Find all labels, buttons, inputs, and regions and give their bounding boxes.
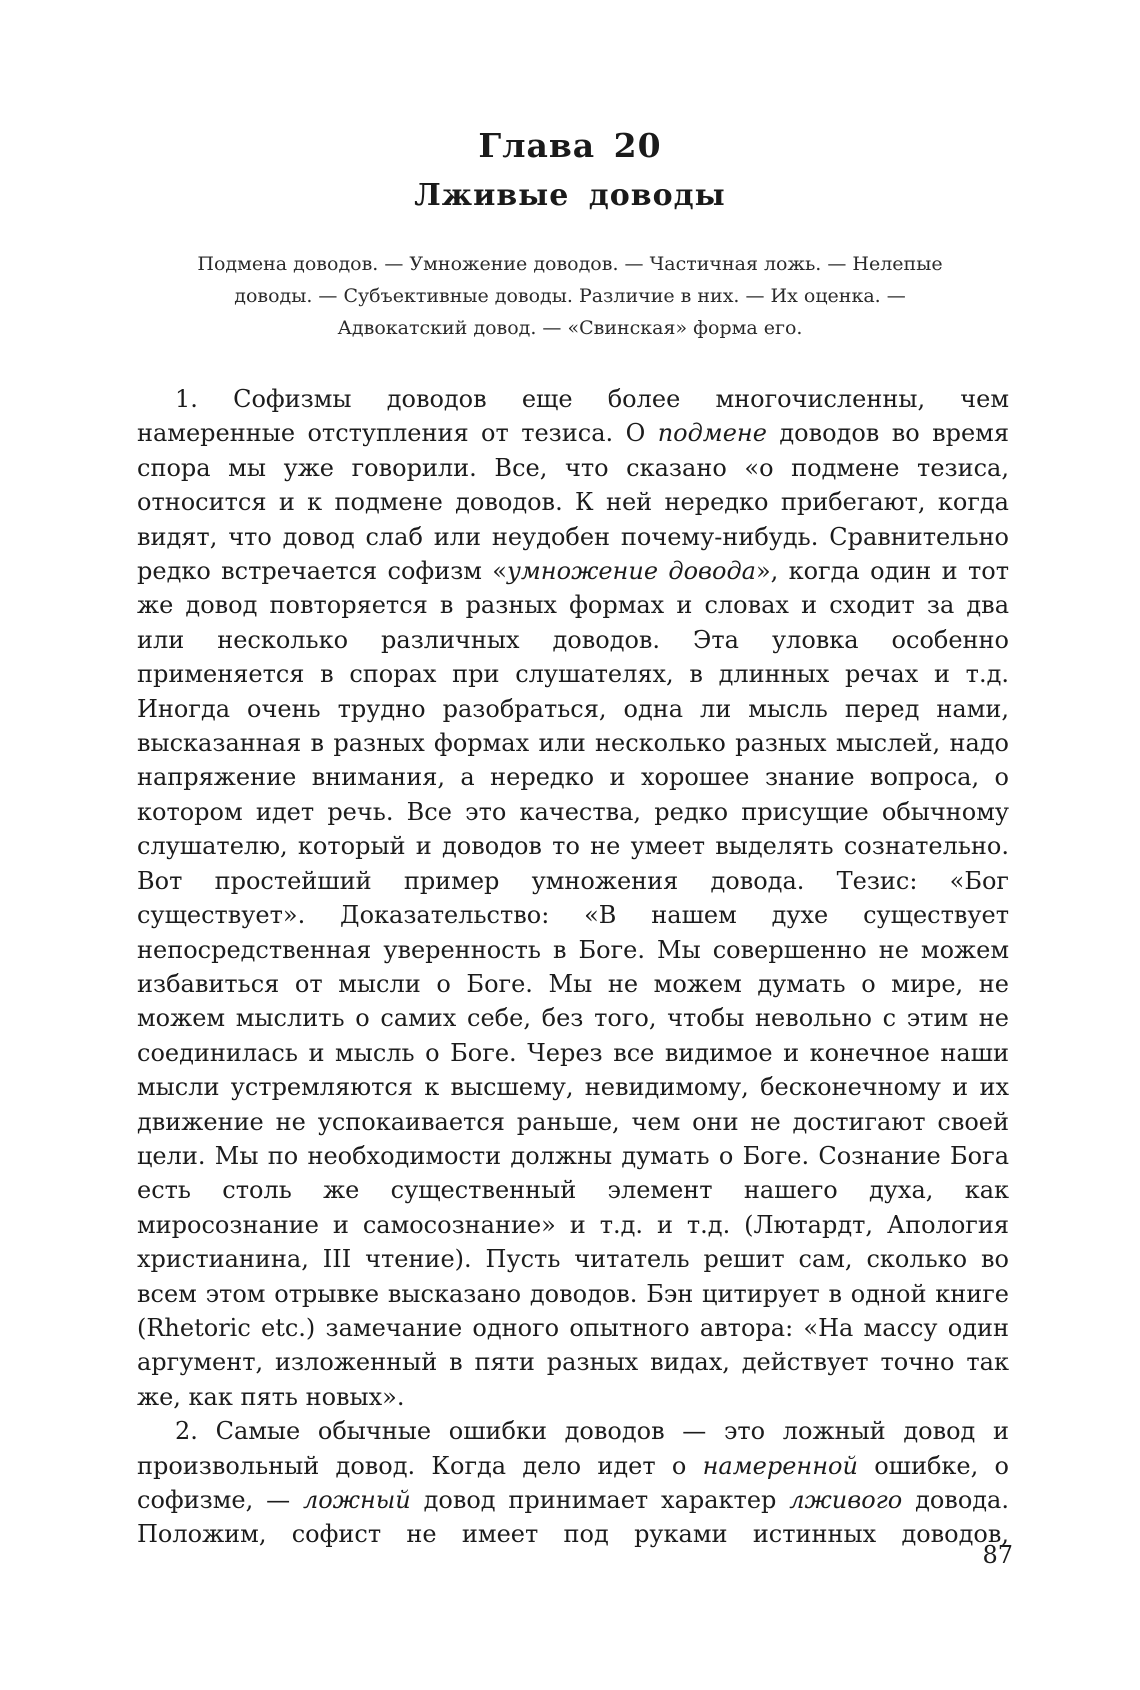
emphasized-term: ложный	[302, 1486, 411, 1514]
chapter-number: Глава 20	[478, 126, 662, 165]
text-run: доводов во время спора мы уже говорили. Все, что сказано «о подмене тезиса, относится и к подмене доводов. К ней нередко прибегают, когда видят, что довод слаб или неудобен почему-нибудь. Сравнительно редко встречается софизм «	[137, 419, 1009, 586]
page-number: 87	[982, 1541, 1013, 1569]
text-run: ошибке, о софизме, —	[137, 1451, 1009, 1514]
text-run: 2. Самые обычные ошибки доводов — это ложный довод и произвольный довод. Когда дело идет о	[137, 1417, 1009, 1480]
paragraph	[137, 1414, 1009, 1552]
paragraph	[137, 382, 1009, 1414]
body-text	[137, 382, 1009, 1552]
text-run: довода. Положим, софист не имеет под руками истинных доводов,	[137, 1486, 1009, 1549]
emphasized-term: намеренной	[702, 1451, 858, 1480]
emphasized-term: лживого	[789, 1486, 903, 1514]
text-run: 1. Софизмы доводов еще более многочисленны, чем намеренные отступления от тезиса. О	[137, 385, 1009, 448]
emphasized-term: умножение довода	[506, 557, 756, 586]
chapter-title: Лживые доводы	[414, 178, 726, 213]
chapter-summary: Подмена доводов. — Умножение доводов. — Частичная ложь. — Нелепые доводы. — Субъективные доводы. Различие в них. — Их оценка. — Адвокатский довод. — «Свинская» форма его.	[197, 253, 943, 339]
text-run: », когда один и тот же довод повторяется в разных формах и словах и сходит за два или несколько различных доводов. Эта уловка особенно применяется в спорах при слушателях, в длинных речах и т.д. Иногда очень трудно разобраться, одна ли мысль перед нами, высказанная в разных формах или несколько разных мыслей, надо напряжение внимания, а нередко и хорошее знание вопроса, о котором идет речь. Все это качества, редко присущие обычному слушателю, который и доводов то не умеет выделять сознательно. Вот простейший пример умножения довода. Тезис: «Бог существует». Доказательство: «В нашем духе существует непосредственная уверенность в Боге. Мы совершенно не можем избавиться от мысли о Боге. Мы не можем думать о мире, не можем мыслить о самих себе, без того, чтобы невольно с этим не соединилась и мысль о Боге. Через все видимое и конечное наши мысли устремляются к высшему, невидимому, бесконечному и их движение не успокаивается раньше, чем они не достигают своей цели. Мы по необходимости должны думать о Боге. Сознание Бога есть столь же существенный элемент нашего духа, как миросознание и самосознание» и т.д. и т.д. (Лютардт, Апология христианина, III чтение). Пусть читатель решит сам, сколько во всем этом отрывке высказано доводов. Бэн цитирует в одной книге (Rhetoric etc.) замечание одного опытного автора: «На массу один аргумент, изложенный в пяти разных видах, действует точно так же, как пять новых».	[137, 557, 1009, 1411]
emphasized-term: подмене	[657, 419, 767, 448]
text-run: довод принимает характер	[410, 1486, 790, 1514]
